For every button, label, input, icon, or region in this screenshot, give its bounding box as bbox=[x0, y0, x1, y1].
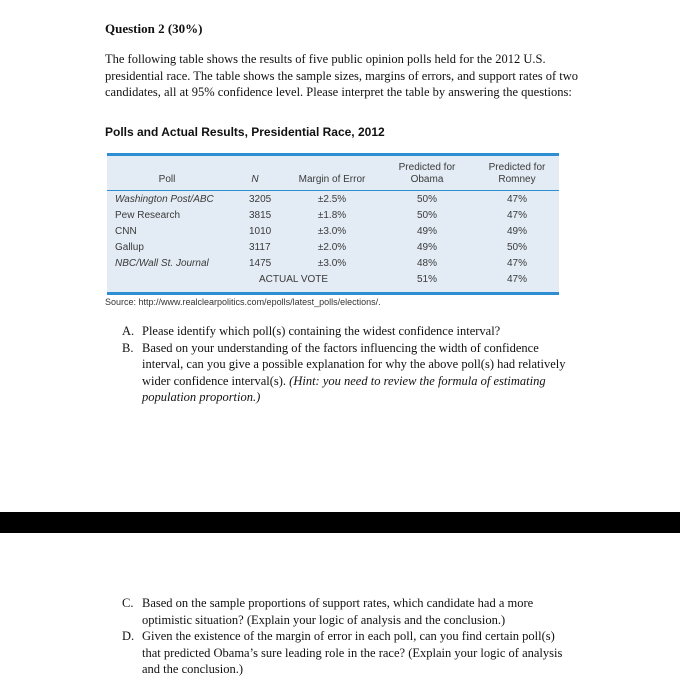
actual-obama-pct: 51% bbox=[416, 274, 437, 285]
obama-pct: 49% bbox=[416, 242, 437, 253]
header-moe: Margin of Error bbox=[298, 174, 366, 185]
actual-romney-pct: 47% bbox=[506, 274, 527, 285]
actual-vote-label: ACTUAL VOTE bbox=[259, 274, 329, 285]
question-text: Given the existence of the margin of error in each poll, can you find certain poll(s) that predicted Obama’s sure leading role in the race? (Explain your logic of analysis and the conclusion.) bbox=[142, 629, 563, 676]
poll-name: NBC/Wall St. Journal bbox=[115, 258, 209, 269]
romney-pct: 47% bbox=[506, 210, 527, 221]
poll-name: Gallup bbox=[115, 242, 144, 253]
romney-pct: 47% bbox=[506, 194, 527, 205]
page-2 bbox=[0, 533, 680, 700]
table-header bbox=[107, 156, 559, 191]
sample-size: 3205 bbox=[249, 194, 272, 205]
table-row bbox=[107, 208, 559, 224]
margin-of-error: ±3.0% bbox=[317, 258, 347, 269]
question-list-ab bbox=[122, 323, 572, 406]
question-text: Please identify which poll(s) containing the widest confidence interval? bbox=[142, 324, 501, 338]
header-romney-2: Romney bbox=[498, 174, 536, 185]
table-row bbox=[107, 192, 559, 208]
question-list-cd bbox=[122, 595, 572, 678]
actual-vote-row bbox=[107, 272, 559, 288]
table-row bbox=[107, 224, 559, 240]
romney-pct: 49% bbox=[506, 226, 527, 237]
header-obama-1: Predicted for bbox=[398, 162, 456, 173]
margin-of-error: ±3.0% bbox=[317, 226, 347, 237]
sample-size: 1010 bbox=[249, 226, 272, 237]
poll-name: Pew Research bbox=[115, 210, 181, 221]
question-letter: D. bbox=[122, 629, 135, 643]
obama-pct: 50% bbox=[416, 194, 437, 205]
question-item-b bbox=[122, 340, 572, 406]
sample-size: 3815 bbox=[249, 210, 272, 221]
header-romney-1: Predicted for bbox=[488, 162, 546, 173]
romney-pct: 50% bbox=[506, 242, 527, 253]
header-obama-2: Obama bbox=[410, 174, 444, 185]
question-item-a bbox=[122, 323, 572, 340]
margin-of-error: ±1.8% bbox=[317, 210, 347, 221]
question-text: Based on the sample proportions of support rates, which candidate had a more optimistic situation? (Explain your logic of analysis and the conclusion.) bbox=[142, 596, 534, 627]
header-n: N bbox=[251, 174, 259, 185]
header-poll: Poll bbox=[158, 174, 176, 185]
question-intro: The following table shows the results of five public opinion polls held for the 2012 U.S. presidential race. The table shows the sample sizes, margins of errors, and support rates of two candidates, all at 95% confidence level. Please interpret the table by answering the questions: bbox=[105, 52, 579, 99]
polls-table bbox=[107, 153, 559, 295]
table-row bbox=[107, 240, 559, 256]
table-row bbox=[107, 256, 559, 272]
question-item-c bbox=[122, 595, 572, 628]
obama-pct: 48% bbox=[416, 258, 437, 269]
table-source: Source: http://www.realclearpolitics.com/epolls/latest_polls/elections/. bbox=[105, 297, 381, 307]
sample-size: 1475 bbox=[249, 258, 272, 269]
sample-size: 3117 bbox=[249, 242, 271, 253]
question-letter: C. bbox=[122, 596, 134, 610]
question-hint: (Hint: you need to review the formula of estimating population proportion.) bbox=[142, 373, 546, 404]
question-item-d bbox=[122, 628, 572, 678]
question-letter: B. bbox=[122, 340, 134, 355]
margin-of-error: ±2.5% bbox=[317, 194, 347, 205]
question-title: Question 2 (30%) bbox=[105, 21, 203, 36]
poll-name: Washington Post/ABC bbox=[115, 194, 214, 205]
question-letter: A. bbox=[122, 324, 135, 338]
obama-pct: 49% bbox=[416, 226, 437, 237]
question-text: Based on your understanding of the factors influencing the width of confidence interval, can you give a possible explanation for why the above poll(s) had relatively wider confidence interval(s). bbox=[142, 340, 566, 388]
romney-pct: 47% bbox=[506, 258, 527, 269]
table-title: Polls and Actual Results, Presidential Race, 2012 bbox=[105, 125, 385, 139]
margin-of-error: ±2.0% bbox=[317, 242, 347, 253]
poll-name: CNN bbox=[115, 226, 137, 237]
obama-pct: 50% bbox=[416, 210, 437, 221]
